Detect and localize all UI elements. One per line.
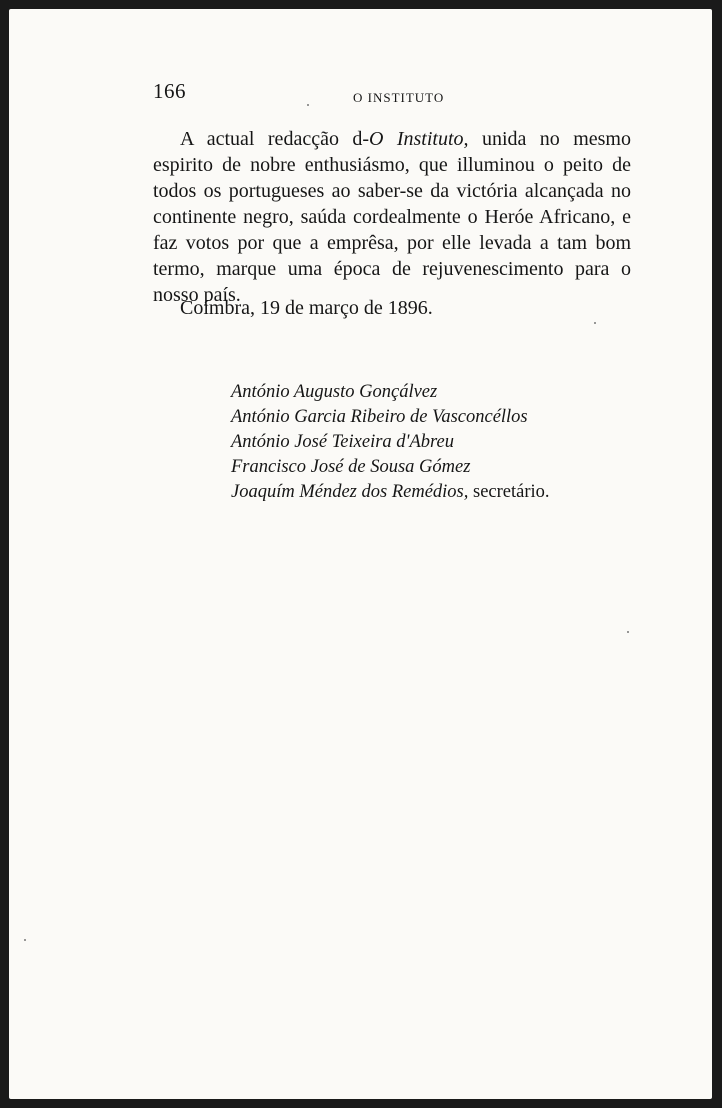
signature-line (231, 455, 550, 480)
signatory-name: Francisco José de Sousa Gómez (231, 457, 471, 477)
page-number: 166 (153, 79, 186, 103)
signature-line (231, 430, 550, 455)
body-paragraph (153, 126, 631, 308)
signatory-name: António José Teixeira d'Abreu (231, 432, 455, 452)
signatory-name: Joaquím Méndez dos Remédios, (231, 482, 469, 502)
dateline: Coímbra, 19 de março de 1896. (180, 297, 433, 319)
signature-line (231, 380, 550, 405)
body-text-rest: unida no mesmo espirito de nobre enthusiásmo, que illuminou o peito de todos os portugueses ao saber-se da victória alcançada no continente negro, saúda cordealmente o Heróe Africano, e faz votos por que a emprêsa, por elle levada a tam bom termo, marque uma época de rejuvenescimento para o nosso país. (153, 128, 631, 306)
signatory-name: António Garcia Ribeiro de Vasconcéllos (231, 407, 528, 427)
print-speck (594, 322, 596, 324)
signature-line (231, 480, 550, 505)
journal-title: O Instituto, (369, 128, 469, 150)
print-speck (307, 104, 309, 106)
book-page (9, 9, 712, 1099)
print-speck (627, 631, 629, 633)
body-paragraph-block (153, 126, 631, 308)
signature-block (231, 380, 550, 505)
print-speck (24, 939, 26, 941)
signatory-name: António Augusto Gonçálvez (231, 382, 438, 402)
body-text-lead: A actual redacção d- (180, 128, 370, 150)
signature-line (231, 405, 550, 430)
signatory-role: secretário. (468, 482, 550, 502)
running-title: O INSTITUTO (353, 90, 445, 105)
